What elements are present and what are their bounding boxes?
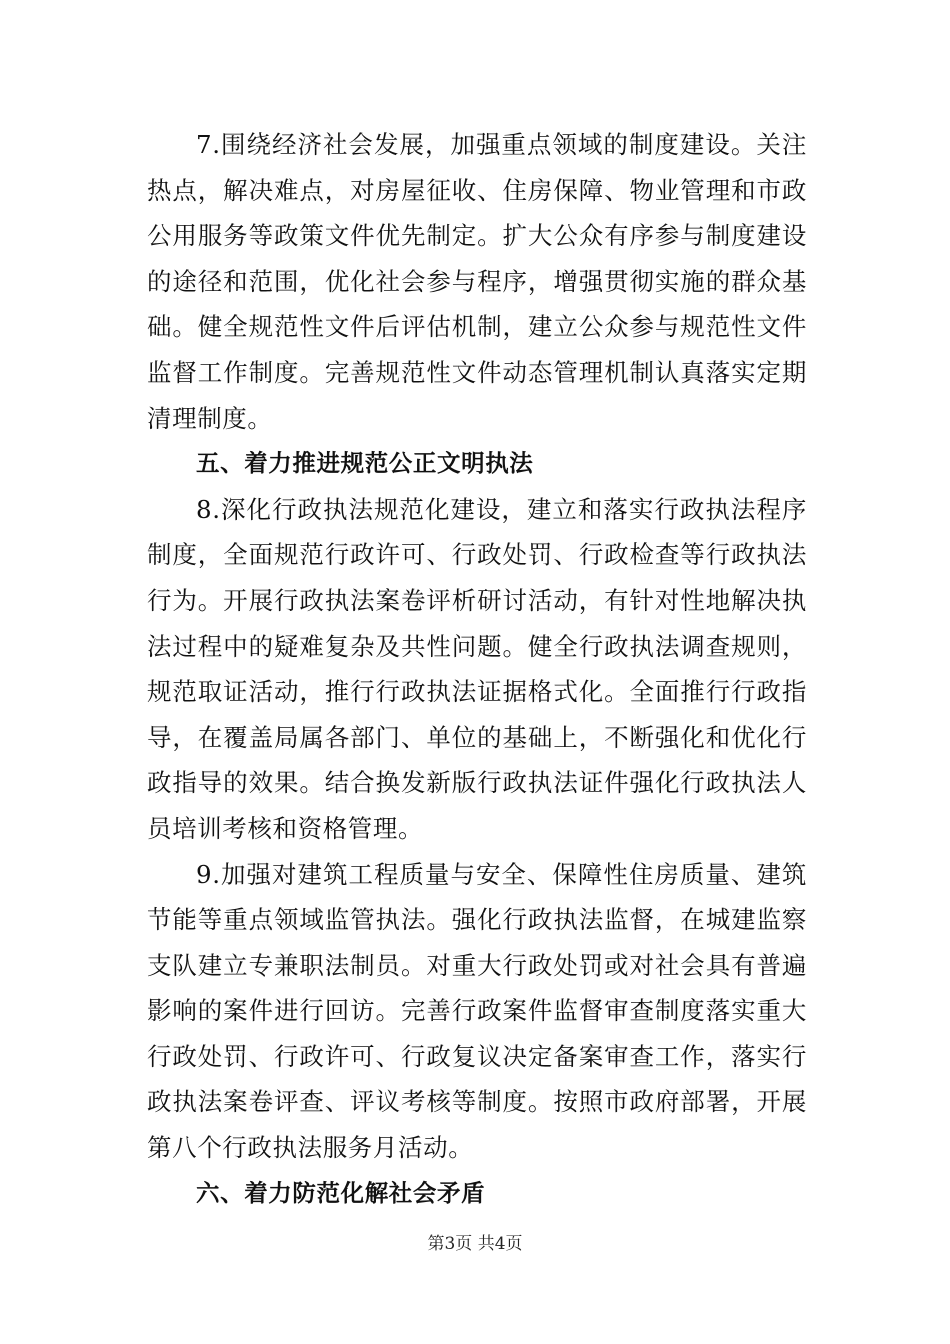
- paragraph-item-9: 9.加强对建筑工程质量与安全、保障性住房质量、建筑节能等重点领域监管执法。强化行政执法监督，在城建监察支队建立专兼职法制员。对重大行政处罚或对社会具有普遍影响的案件进行回访。完善行政案件监督审查制度落实重大行政处罚、行政许可、行政复议决定备案审查工作，落实行政执法案卷评查、评议考核等制度。按照市政府部署，开展第八个行政执法服务月活动。: [147, 859, 807, 1163]
- page-number-footer: 第3页 共4页: [427, 1234, 523, 1254]
- section-heading-5: 五、着力推进规范公正文明执法: [196, 449, 534, 478]
- paragraph-item-8: 8.深化行政执法规范化建设，建立和落实行政执法程序制度，全面规范行政许可、行政处罚、行政检查等行政执法行为。开展行政执法案卷评析研讨活动，有针对性地解决执法过程中的疑难复杂及共性问题。健全行政执法调查规则，规范取证活动，推行行政执法证据格式化。全面推行行政指导，在覆盖局属各部门、单位的基础上，不断强化和优化行政指导的效果。结合换发新版行政执法证件强化行政执法人员培训考核和资格管理。: [147, 494, 807, 843]
- section-heading-6: 六、着力防范化解社会矛盾: [196, 1178, 486, 1207]
- paragraph-item-7: 7.围绕经济社会发展，加强重点领域的制度建设。关注热点，解决难点，对房屋征收、住房保障、物业管理和市政公用服务等政策文件优先制定。扩大公众有序参与制度建设的途径和范围，优化社会参与程序，增强贯彻实施的群众基础。健全规范性文件后评估机制，建立公众参与规范性文件监督工作制度。完善规范性文件动态管理机制认真落实定期清理制度。: [147, 130, 807, 433]
- document-body: [147, 122, 807, 1216]
